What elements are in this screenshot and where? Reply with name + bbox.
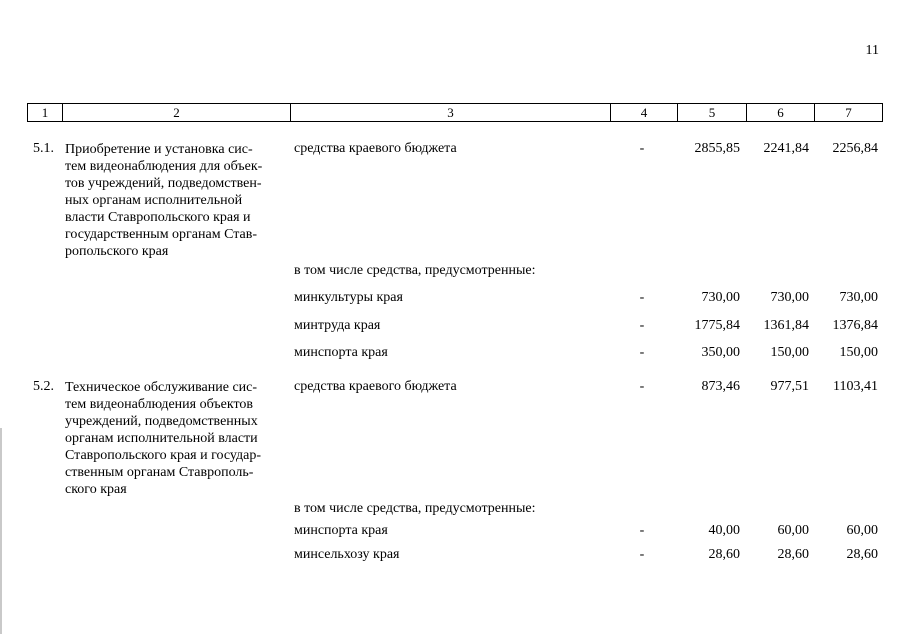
value-col7: 1376,84 (832, 318, 878, 333)
header-cell: 2 (63, 104, 291, 121)
col4-value: - (639, 523, 645, 538)
value-col5: 873,46 (701, 379, 740, 394)
col4-value: - (639, 345, 645, 360)
col4-value: - (639, 547, 645, 562)
col4-value: - (639, 141, 645, 156)
value-col5: 350,00 (701, 345, 740, 360)
description-line: органам исполнительной власти (65, 431, 258, 446)
item-number: 5.1. (33, 141, 54, 156)
description-line: ных органам исполнительной (65, 193, 243, 208)
col4-value: - (639, 318, 645, 333)
value-col5: 1775,84 (694, 318, 740, 333)
header-cell: 5 (678, 104, 747, 121)
value-col6: 977,51 (770, 379, 809, 394)
description-line: Техническое обслуживание сис- (65, 380, 258, 395)
value-col6: 2241,84 (763, 141, 809, 156)
header-cell: 1 (28, 104, 63, 121)
header-cell: 3 (291, 104, 611, 121)
description-line: Ставропольского края и государ- (65, 448, 261, 463)
value-col7: 150,00 (839, 345, 878, 360)
col4-value: - (639, 290, 645, 305)
description-line: учреждений, подведомственных (65, 414, 258, 429)
description-line: тов учреждений, подведомствен- (65, 176, 262, 191)
value-col6: 60,00 (777, 523, 809, 538)
value-col5: 730,00 (701, 290, 740, 305)
item-description (65, 141, 282, 260)
value-col7: 1103,41 (833, 379, 878, 394)
page-number: 11 (865, 43, 879, 58)
description-line: Приобретение и установка сис- (65, 142, 253, 157)
including-label: в том числе средства, предусмотренные: (294, 263, 536, 278)
scan-edge-mark (0, 428, 2, 634)
value-col5: 40,00 (708, 523, 740, 538)
value-col6: 730,00 (770, 290, 809, 305)
value-col7: 28,60 (846, 547, 878, 562)
header-cell: 4 (611, 104, 678, 121)
including-label: в том числе средства, предусмотренные: (294, 501, 536, 516)
value-col6: 28,60 (777, 547, 809, 562)
column-number-header (27, 103, 883, 122)
funding-source: средства краевого бюджета (294, 379, 457, 394)
header-cell: 7 (845, 105, 852, 120)
value-col7: 2256,84 (832, 141, 878, 156)
value-col5: 2855,85 (694, 141, 740, 156)
value-col6: 1361,84 (763, 318, 809, 333)
sub-row-label: минтруда края (294, 318, 381, 333)
description-line: власти Ставропольского края и (65, 210, 251, 225)
description-line: тем видеонаблюдения для объек- (65, 159, 263, 174)
funding-source: средства краевого бюджета (294, 141, 457, 156)
value-col5: 28,60 (708, 547, 740, 562)
sub-row-label: минсельхозу края (294, 547, 400, 562)
item-description (65, 379, 282, 498)
description-line: государственным органам Став- (65, 227, 258, 242)
col4-value: - (639, 379, 645, 394)
description-line: тем видеонаблюдения объектов (65, 397, 253, 412)
sub-row-label: минспорта края (294, 345, 388, 360)
description-line: ского края (65, 482, 127, 497)
value-col7: 730,00 (839, 290, 878, 305)
sub-row-label: минкультуры края (294, 290, 403, 305)
description-line: ропольского края (65, 244, 169, 259)
item-number: 5.2. (33, 379, 54, 394)
header-cell: 6 (747, 104, 815, 121)
value-col6: 150,00 (770, 345, 809, 360)
value-col7: 60,00 (846, 523, 878, 538)
sub-row-label: минспорта края (294, 523, 388, 538)
description-line: ственным органам Ставрополь- (65, 465, 254, 480)
